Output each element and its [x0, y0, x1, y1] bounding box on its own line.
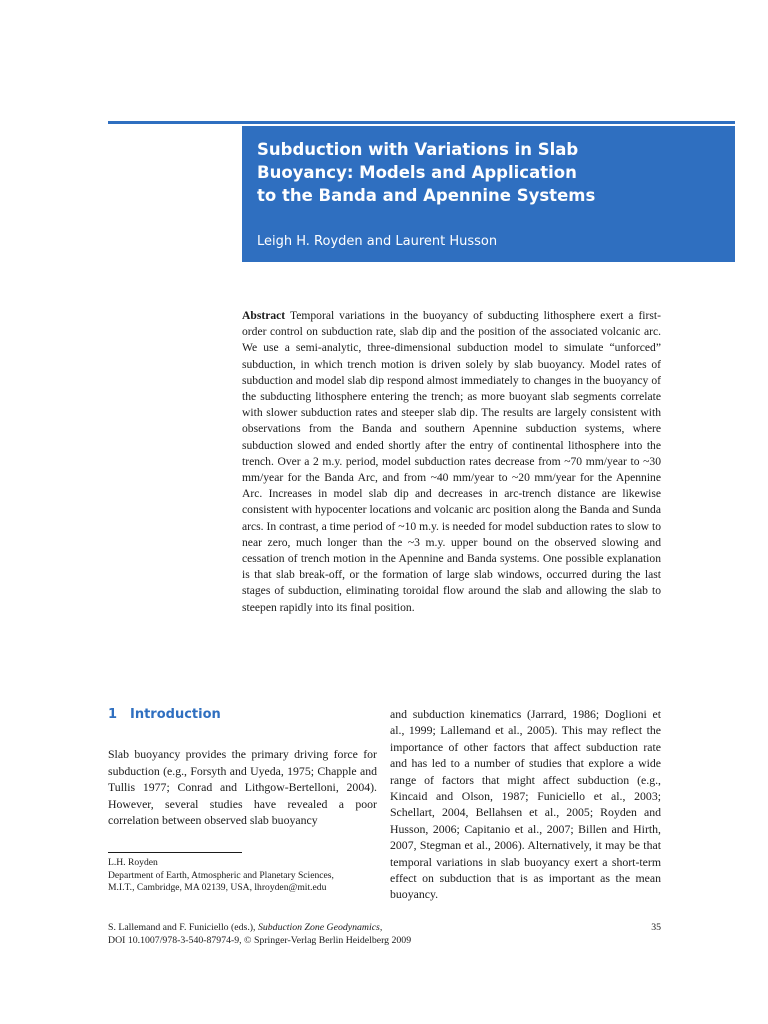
left-column	[108, 706, 377, 829]
title-line: Buoyancy: Models and Application	[257, 163, 577, 182]
title-banner	[242, 126, 735, 262]
title-top-rule	[108, 121, 735, 124]
intro-paragraph-left: Slab buoyancy provides the primary driving force for subduction (e.g., Forsyth and Uyeda, 1975; Chapple and Tullis 1977; Conrad and Lithgow-Bertelloni, 2004). However, several studies have revealed a poor correlation between observed slab buoyancy	[108, 747, 377, 827]
footnote-rule	[108, 852, 242, 853]
author-footnote	[108, 857, 388, 895]
page-number: 35	[651, 922, 661, 933]
section-title: Introduction	[130, 707, 221, 722]
footer-book-title: Subduction Zone Geodynamics,	[257, 922, 383, 933]
citation-line	[108, 921, 661, 934]
intro-paragraph-right: and subduction kinematics (Jarrard, 1986; Doglioni et al., 1999; Lallemand et al., 2005). This may reflect the importance of other factors that affect subduction rate and has led to a number of studies that explore a wide range of factors that might affect subduction (e.g., Kincaid and Olson, 1987; Funiciello et al., 2003; Schellart, 2004, Bellahsen et al., 2005; Royden and Husson, 2006; Capitanio et al., 2007; Billen and Hirth, 2007, Stegman et al., 2006). Alternatively, it may be that temporal variations in slab buoyancy exert a short-term effect on subduction that is as important as the mean buoyancy.	[390, 707, 661, 902]
footer-editors: S. Lallemand and F. Funiciello (eds.),	[108, 922, 256, 933]
section-number: 1	[108, 707, 118, 722]
footnote-name: L.H. Royden	[108, 857, 158, 868]
abstract-label: Abstract	[242, 309, 286, 322]
abstract-text: Temporal variations in the buoyancy of subducting lithosphere exert a first-order control on subduction rate, slab dip and the position of the associated volcanic arc. We use a semi-analytic, three-dimensional subduction model to simulate “unforced” subduction, in which trench motion is driven solely by slab buoyancy. Model rates of subduction and model slab dip respond almost immediately to changes in the buoyancy of the subducting lithosphere entering the trench; as more buoyant slab segments correlate with slower subduction rates and steeper slab dip. The results are largely consistent with observations from the Banda and southern Apennine subduction systems, where subduction slowed and ended shortly after the entry of continental lithosphere into the trench. Over a 2 m.y. period, model subduction rates decrease from ~70 mm/year to ~30 mm/year for the Banda Arc, and from ~40 mm/year to ~20 mm/year for the Apennine Arc. Increases in model slab dip and decreases in arc-trench distance are likewise consistent with hypocenter locations and volcanic arc position along the Banda and Sunda arcs. In contrast, a time period of ~10 m.y. is needed for model subduction rates to slow to near zero, much longer than the ~3 m.y. upper bound on the observed slowing and cessation of trench motion in the Apennine and Banda systems. One possible explanation is that slab break-off, or the formation of large slab windows, occurred during the last stages of subduction, eliminating toroidal flow around the slab and allowing the slab to steepen rapidly into its final position.	[242, 309, 661, 614]
page-footer	[108, 921, 661, 947]
abstract-block	[242, 308, 661, 616]
footnote-address: M.I.T., Cambridge, MA 02139, USA, lhroyden@mit.edu	[108, 882, 327, 894]
section-heading	[108, 706, 377, 724]
paper-title	[257, 138, 721, 207]
paper-authors: Leigh H. Royden and Laurent Husson	[257, 234, 498, 249]
doi-line: DOI 10.1007/978-3-540-87974-9, © Springer-Verlag Berlin Heidelberg 2009	[108, 935, 412, 946]
title-line: Subduction with Variations in Slab	[257, 140, 579, 159]
footnote-affiliation: Department of Earth, Atmospheric and Planetary Sciences,	[108, 869, 334, 881]
title-line: to the Banda and Apennine Systems	[257, 186, 596, 205]
